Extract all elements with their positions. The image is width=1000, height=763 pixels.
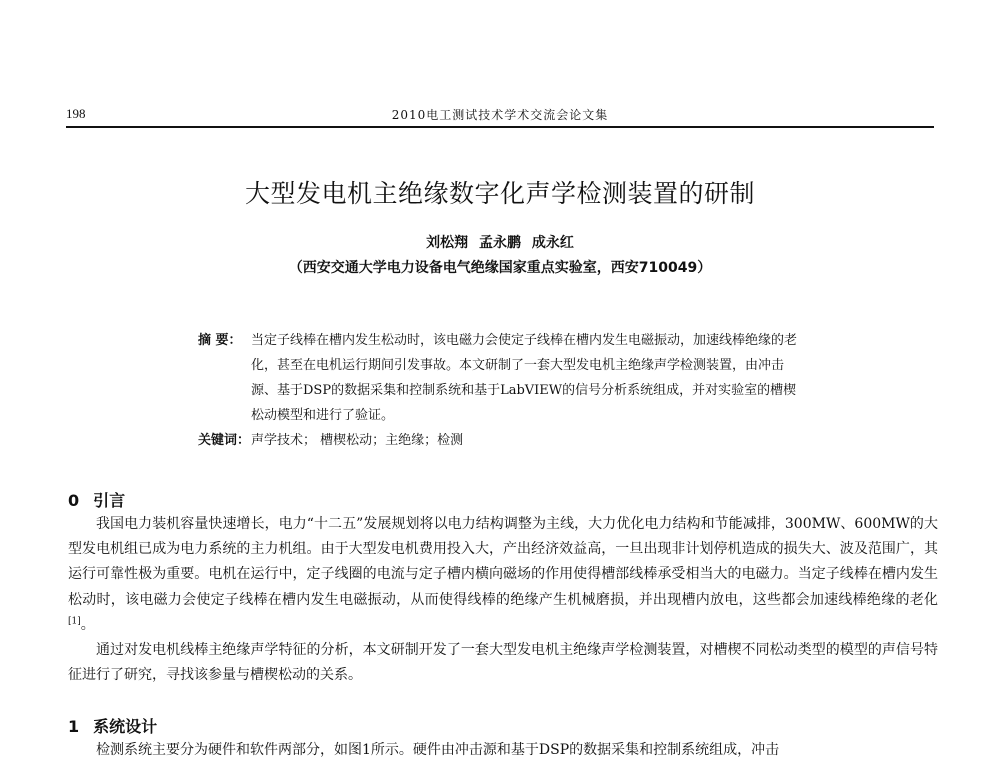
affiliation: （西安交通大学电力设备电气绝缘国家重点实验室，西安710049） (288, 260, 712, 276)
keywords-text: 声学技术； 槽楔松动；主绝缘；检测 (251, 433, 464, 448)
section-heading-system-design (68, 714, 157, 737)
abstract-label: 摘 要： (198, 333, 242, 348)
section-heading-introduction (68, 488, 125, 511)
abstract (198, 328, 808, 428)
paragraph (68, 512, 938, 638)
citation: [1] (68, 616, 81, 627)
section-title: 系统设计 (93, 717, 158, 736)
header-rule (66, 126, 934, 128)
paragraph-end: 。 (80, 616, 95, 633)
page-number: 198 (66, 106, 86, 121)
paper-title: 大型发电机主绝缘数字化声学检测装置的研制 (244, 179, 755, 208)
keywords-label: 关键词： (198, 433, 251, 448)
abstract-text: 当定子线棒在槽内发生松动时，该电磁力会使定子线棒在槽内发生电磁振动，加速线棒绝缘的老化，甚至在电机运行期间引发事故。本文研制了一套大型发电机主绝缘声学检测装置，由冲击源、基于DSP的数据采集和控制系统和基于LabVIEW的信号分析系统组成，并对实验室的槽楔松动模型和进行了验证。 (251, 333, 798, 423)
author-list: 刘松翔 孟永鹏 成永红 (426, 235, 574, 251)
introduction-body (68, 512, 938, 688)
paragraph: 检测系统主要分为硬件和软件两部分，如图1所示。硬件由冲击源和基于DSP的数据采集和控制系统组成，冲击 (96, 742, 780, 758)
abstract-block (198, 328, 808, 453)
running-title: 2010电工测试技术学术交流会论文集 (391, 108, 609, 122)
section-number: 0 (68, 491, 80, 510)
running-header (66, 104, 934, 126)
section-number: 1 (68, 717, 80, 736)
system-design-body (68, 738, 938, 763)
paragraph-text: 我国电力装机容量快速增长，电力“十二五”发展规划将以电力结构调整为主线，大力优化电力结构和节能减排，300MW、600MW的大型发电机组已成为电力系统的主力机组。由于大型发电机费用投入大，产出经济效益高，一旦出现非计划停机造成的损失大、波及范围广，其运行可靠性极为重要。电机在运行中，定子线圈的电流与定子槽内横向磁场的作用使得槽部线棒承受相当大的电磁力。当定子线棒在槽内发生松动时，该电磁力会使定子线棒在槽内发生电磁振动，从而使得线棒的绝缘产生机械磨损，并出现槽内放电，这些都会加速线棒绝缘的老化 (68, 516, 938, 608)
keywords (198, 428, 808, 453)
paragraph: 通过对发电机线棒主绝缘声学特征的分析，本文研制开发了一套大型发电机主绝缘声学检测装置，对槽楔不同松动类型的模型的声信号特征进行了研究，寻找该参量与槽楔松动的关系。 (68, 642, 938, 684)
section-title: 引言 (93, 491, 126, 510)
